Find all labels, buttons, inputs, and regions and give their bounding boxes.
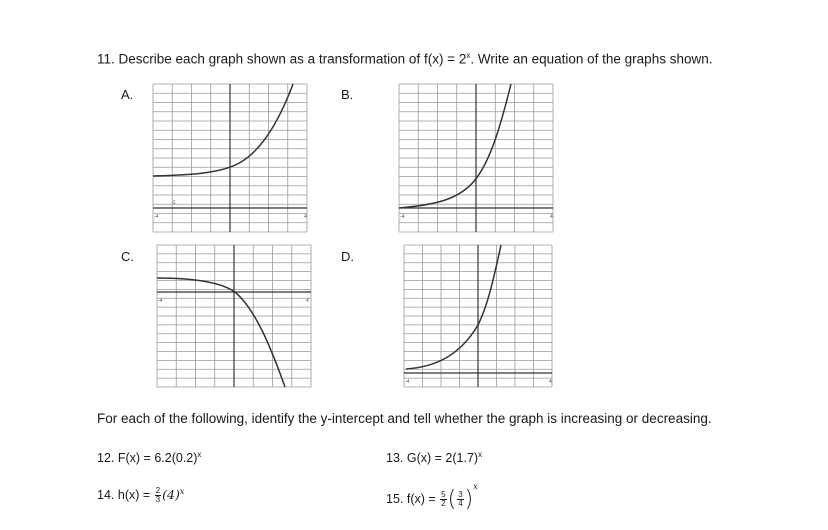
problem-14-frac-den: 3 [155, 495, 161, 505]
problem-13 [386, 450, 482, 465]
graph-a-label: A. [121, 87, 134, 102]
problem-14-base: (4) [162, 487, 180, 503]
problem-15-frac2-num: 3 [458, 490, 463, 500]
problem-15-frac1-den: 2 [441, 499, 446, 509]
problem-12-exponent: x [197, 450, 202, 459]
graph-a-tick-label: -1 [171, 200, 176, 206]
problem-15-frac1-num: 5 [441, 490, 446, 500]
graph-a-max-label: 4 [304, 214, 307, 220]
instructions: For each of the following, identify the y-intercept and tell whether the graph is increasing or decreasing. [97, 411, 712, 426]
problem-15-lhs: f(x) = [406, 492, 440, 506]
question-text-end: . Write an equation of the graphs shown. [470, 51, 713, 67]
question-text: Describe each graph shown as a transformation of f(x) = 2 [118, 51, 467, 67]
problem-15-left-paren: ( [447, 487, 457, 513]
problem-15 [386, 482, 478, 512]
problem-12-number: 12. [97, 451, 115, 466]
question-11 [97, 51, 712, 67]
graph-b-label: B. [341, 87, 354, 102]
problem-14-frac-num: 2 [155, 486, 161, 496]
graph-b [399, 84, 559, 232]
problem-12 [97, 450, 201, 465]
problem-15-fraction-1 [440, 491, 446, 508]
graph-c-label: C. [121, 249, 134, 264]
problem-15-right-paren: ) [464, 487, 474, 513]
problem-14 [97, 487, 184, 504]
problem-13-number: 13. [386, 451, 404, 466]
question-number: 11. [97, 51, 115, 67]
graph-a [153, 84, 313, 232]
problem-15-frac2-den: 4 [458, 499, 463, 509]
problem-14-lhs: h(x) = [117, 488, 154, 503]
problem-13-equation: G(x) = 2(1.7) [406, 451, 479, 466]
problem-15-exponent: x [473, 482, 478, 491]
problem-13-exponent: x [478, 450, 483, 459]
graph-b-min-label: -4 [400, 214, 405, 220]
problem-15-fraction-2 [457, 491, 463, 508]
problem-15-number: 15. [386, 492, 404, 506]
graph-a-min-label: -4 [154, 214, 159, 220]
graph-c-max-label: 4 [306, 298, 309, 304]
graph-c [157, 245, 311, 387]
problem-14-exponent: x [179, 487, 185, 496]
graph-d [404, 245, 554, 387]
problem-14-number: 14. [97, 488, 115, 503]
graph-d-label: D. [341, 249, 354, 264]
graph-d-min-label: -4 [405, 379, 410, 385]
graph-b-max-label: 4 [550, 214, 553, 220]
problem-12-equation: F(x) = 6.2(0.2) [117, 451, 198, 466]
question-exponent: x [466, 51, 471, 60]
graph-d-max-label: 4 [549, 379, 552, 385]
graph-c-min-label: -4 [158, 298, 163, 304]
problem-14-fraction [155, 487, 161, 504]
